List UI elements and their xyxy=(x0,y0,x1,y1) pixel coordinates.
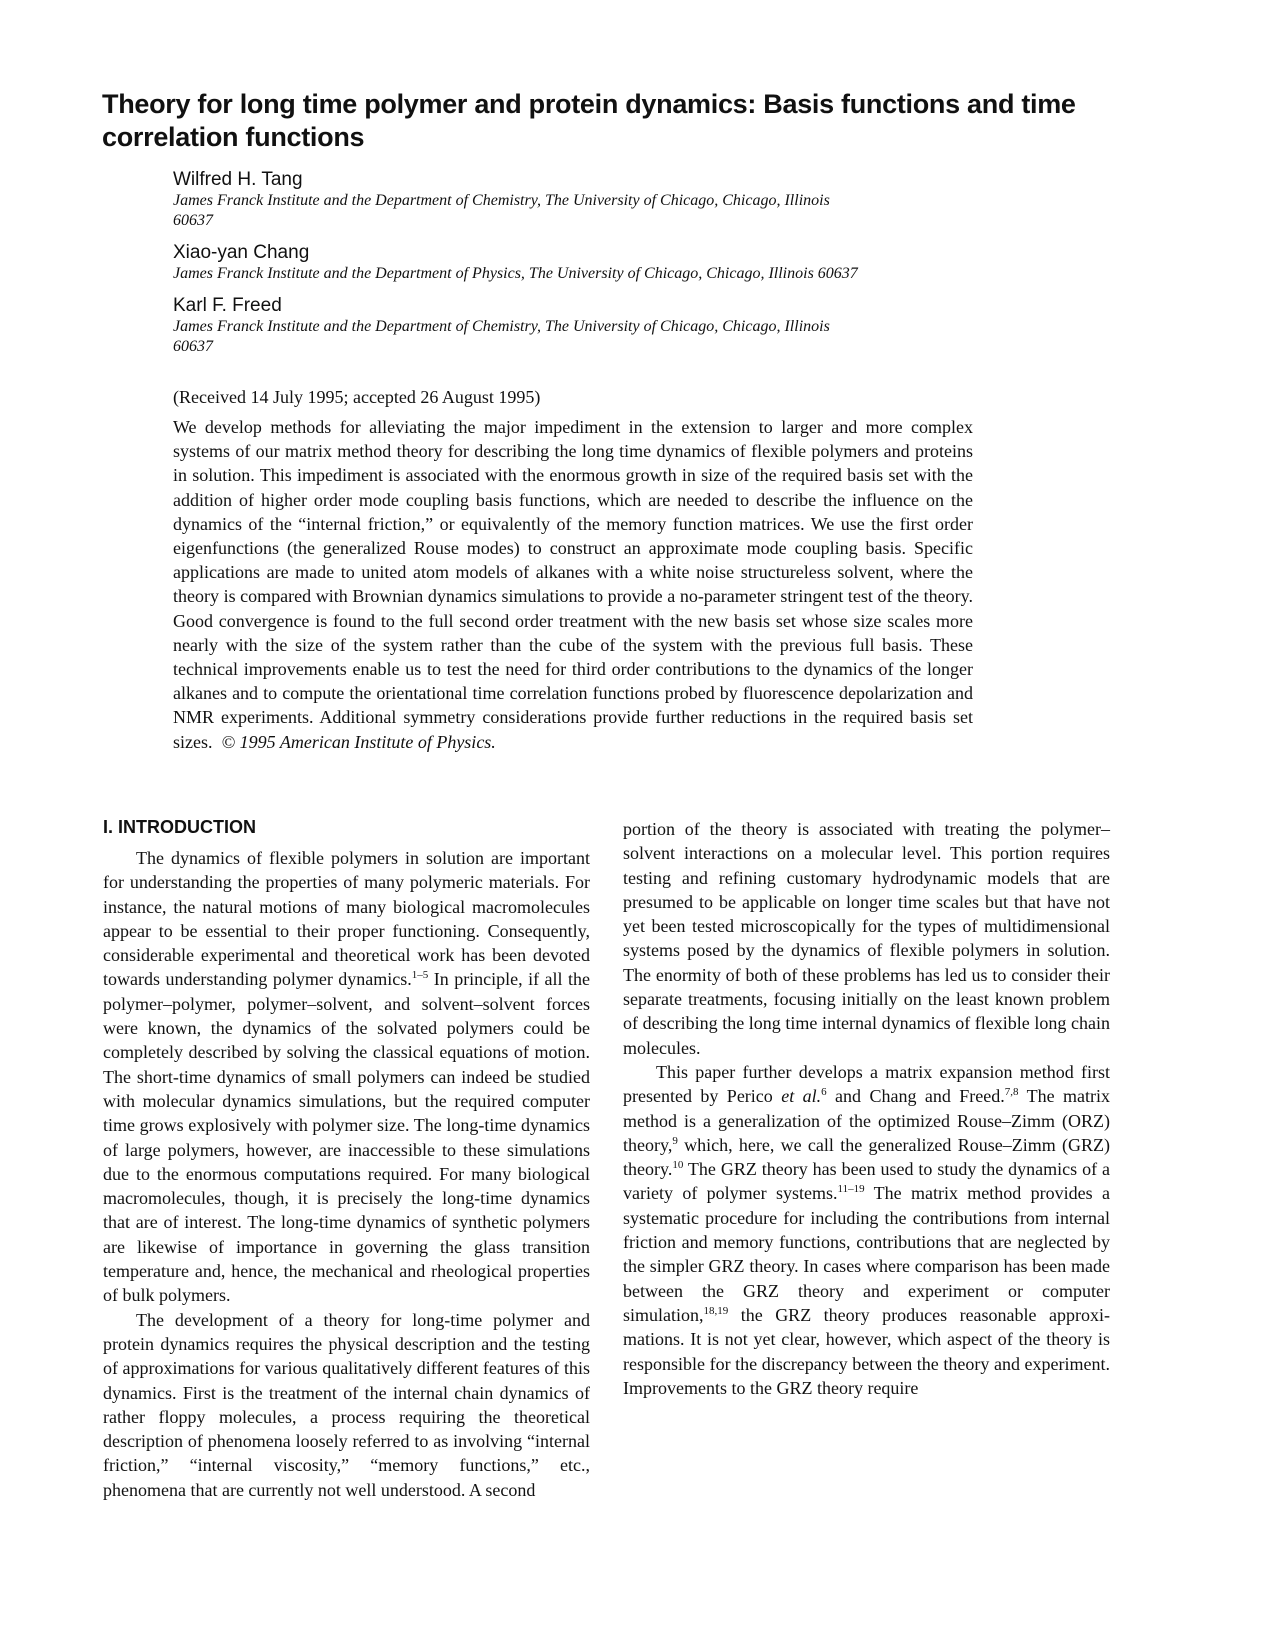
citation-ref[interactable]: 11–19 xyxy=(837,1183,865,1196)
paragraph-text: The dynamics of flexible polymers in solution are important for understanding the properties of many polymeric materials. For instance, the natural motions of many biological macromolecules appear to be essential to their proper functioning. Consequently, considerable experimental and theoretical work has been devoted towards understanding polymer dynamics. xyxy=(103,848,590,990)
citation-ref[interactable]: 9 xyxy=(672,1134,678,1147)
paragraph-text: the GRZ theory produces reasonable approximations. It is not yet clear, however, which aspect of the theory is responsible for the discrepancy between the theory and experiment. Improvements to the GRZ theory require xyxy=(623,1304,1110,1398)
paragraph-3 xyxy=(623,1060,1110,1400)
paragraph-text: and Chang and Freed. xyxy=(826,1086,1005,1107)
paragraph-text: The matrix method provides a systematic procedure for including the contributions from internal friction and memory functions, contributions that are neglected by the simpler GRZ theory. In cases where comparison has been made between the GRZ theory and experiment or computer simulation, xyxy=(623,1183,1110,1325)
paragraph-2-continued: portion of the theory is associated with treating the polymer–solvent interactions on a molecular level. This portion requires testing and refining customary hydrodynamic models that are presumed to be applicable on longer time scales but that have not yet been tested microscopically for the types of multidimensional systems posed by the dynamics of flexible polymers in solution. The enormity of both of these problems has led us to consider their separate treatments, focusing initially on the least known problem of describing the long time internal dynamics of flexible long chain molecules. xyxy=(623,819,1110,1058)
right-column xyxy=(623,817,1110,1400)
author-block xyxy=(173,168,1033,231)
author-block xyxy=(173,241,1033,284)
author-block xyxy=(173,294,1033,357)
author-name: Karl F. Freed xyxy=(173,295,282,316)
copyright-notice: © 1995 American Institute of Physics. xyxy=(221,731,496,752)
paper-title: Theory for long time polymer and protein dynamics: Basis functions and time correlation functions xyxy=(102,89,1076,152)
paragraph-1 xyxy=(103,846,590,1308)
paragraph-text: The GRZ theory has been used to study the dynamics of a variety of polymer systems. xyxy=(623,1159,1110,1204)
author-name: Xiao-yan Chang xyxy=(173,242,310,263)
author-affiliation: James Franck Institute and the Department of Chemistry, The University of Chicago, Chicago, Illinois 60637 xyxy=(173,192,830,229)
received-dates: (Received 14 July 1995; accepted 26 August 1995) xyxy=(173,387,541,407)
author-affiliation: James Franck Institute and the Department of Physics, The University of Chicago, Chicago, Illinois 60637 xyxy=(173,265,858,282)
citation-ref[interactable]: 6 xyxy=(821,1086,827,1099)
et-al: et al. xyxy=(781,1086,822,1107)
citation-ref[interactable]: 18,19 xyxy=(703,1304,729,1317)
citation-ref[interactable]: 7,8 xyxy=(1004,1086,1019,1099)
abstract-text: We develop methods for alleviating the major impediment in the extension to larger and more complex systems of our matrix method theory for describing the long time dynamics of flexible polymers and proteins in solution. This impediment is associated with the enormous growth in size of the required basis set with the addition of higher order mode coupling basis functions, which are needed to describe the influence on the dynamics of the “internal friction,” or equivalently of the memory function matrices. We use the first order eigenfunctions (the generalized Rouse modes) to construct an approximate mode coupling basis. Specific applications are made to united atom models of alkanes with a white noise structureless solvent, where the theory is compared with Brownian dynamics simulations to provide a no-parameter stringent test of the theory. Good convergence is found to the full second order treatment with the new basis set whose size scales more nearly with the size of the system rather than the cube of the system with the previous full basis. These technical improvements enable us to test the need for third order contributions to the dynamics of the longer alkanes and to compute the orientational time correlation functions probed by fluorescence depolarization and NMR experiments. Additional symmetry considerations provide further reductions in the required basis set sizes. xyxy=(173,417,973,752)
author-affiliation: James Franck Institute and the Department of Chemistry, The University of Chicago, Chicago, Illinois 60637 xyxy=(173,318,830,355)
paragraph-text: which, here, we call the generalized Rouse–Zimm (GRZ) theory. xyxy=(623,1134,1110,1180)
abstract xyxy=(173,415,973,754)
left-column xyxy=(103,846,590,1502)
paragraph-text: This paper further develops a matrix expansion method first presented by Perico xyxy=(623,1061,1110,1107)
paragraph-2: The development of a theory for long-time polymer and protein dynamics requires the physical description and the testing of approximations for various qualitatively different features of this dynamics. First is the treatment of the internal chain dynamics of rather floppy molecules, a process requiring the theoretical description of phenomena loosely referred to as involving “internal friction,” “internal viscosity,” “memory functions,” etc., phenomena that are currently not well understood. A second xyxy=(103,1309,590,1500)
citation-ref[interactable]: 1–5 xyxy=(411,969,429,982)
paragraph-text: The matrix method is a generalization of the optimized Rouse–Zimm (ORZ) theory, xyxy=(623,1086,1111,1155)
author-name: Wilfred H. Tang xyxy=(173,169,303,190)
paragraph-text: In principle, if all the polymer–polymer, polymer–solvent, and solvent–solvent forces were known, the dynamics of the solvated polymers could be completely described by solving the classical equations of motion. The short-time dynamics of small polymers can indeed be studied with molecular dynamics simulations, but the required computer time grows explosively with polymer size. The long-time dynamics of large polymers, however, are inaccessible to these simulations due to the enormous computations required. For many biological macromolecules, though, it is precisely the long-time dynamics that are of interest. The long-time dynamics of synthetic polymers are likewise of importance in governing the glass transition temperature and, hence, the mechanical and rheological properties of bulk polymers. xyxy=(103,969,590,1306)
citation-ref[interactable]: 10 xyxy=(672,1159,684,1172)
section-heading: I. INTRODUCTION xyxy=(103,817,256,837)
